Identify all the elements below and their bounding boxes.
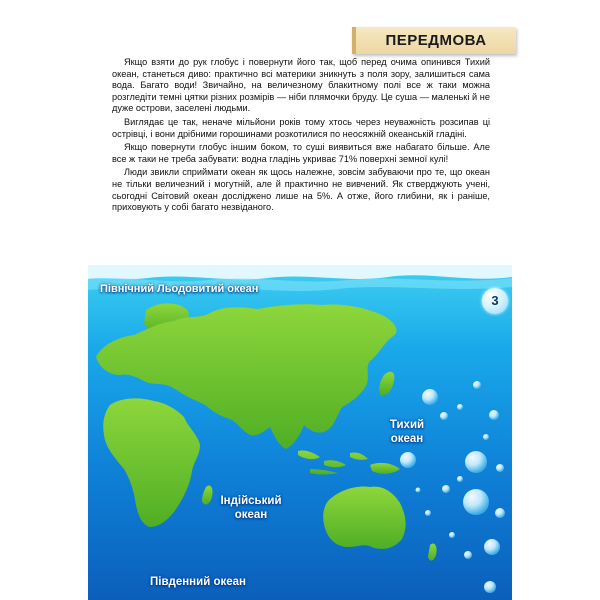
indian-ocean-label: Індійський океан xyxy=(220,495,282,521)
water-bubbles xyxy=(400,381,505,593)
section-title: ПЕРЕДМОВА xyxy=(385,32,487,49)
southern-ocean-label: Південний океан xyxy=(150,576,246,588)
section-heading-tab xyxy=(352,27,516,54)
world-map-illustration xyxy=(88,265,512,600)
paragraph: Якщо взяти до рук глобус і повернути його так, щоб перед очима опинився Тихий океан, станеться диво: практично всі материки зникнуть з поля зору, залишиться сама вода. Багато води! Звичайно, на величезному блакитному полі все ж таки можна розгледіти темні цятки різних розмірів — ніби плямочки бруду. Це суша — маленькі й не дуже острови, заселені людьми. xyxy=(112,57,490,114)
paragraph: Люди звикли сприймати океан як щось належне, зовсім забуваючи про те, що океан не тільки величезний і могутній, але й практично не вивчений. Як стверджують учені, сьогодні Світовий океан досліджено лише на 5%. А отже, його глибини, як і раніше, приховують у собі багато незвіданого. xyxy=(112,167,490,213)
paragraph: Виглядає це так, неначе мільйони років тому хтось через неуважність розсипав ці острівці, і вони дрібними горошинами розкотилися по неосяжній океанській гладіні. xyxy=(112,116,490,139)
japan-landmass xyxy=(379,372,394,396)
foreword-text xyxy=(112,57,490,216)
arctic-ocean-label: Північний Льодовитий океан xyxy=(100,283,259,295)
paragraph: Якщо повернути глобус іншим боком, то суші виявиться вже набагато більше. Але все ж таки не треба забувати: водна гладінь укриває 71% поверхні земної кулі! xyxy=(112,142,490,164)
world-map-graphic xyxy=(88,265,512,600)
africa-landmass xyxy=(103,398,200,527)
pacific-ocean-label: Тихий океан xyxy=(389,419,425,445)
water-surface-wave xyxy=(88,265,512,279)
new-zealand-landmass xyxy=(428,543,437,560)
madagascar-landmass xyxy=(202,485,213,504)
indonesia-islands xyxy=(298,450,368,474)
page-number-badge: 3 xyxy=(482,288,508,314)
new-guinea-landmass xyxy=(370,463,400,474)
australia-landmass xyxy=(323,487,405,549)
